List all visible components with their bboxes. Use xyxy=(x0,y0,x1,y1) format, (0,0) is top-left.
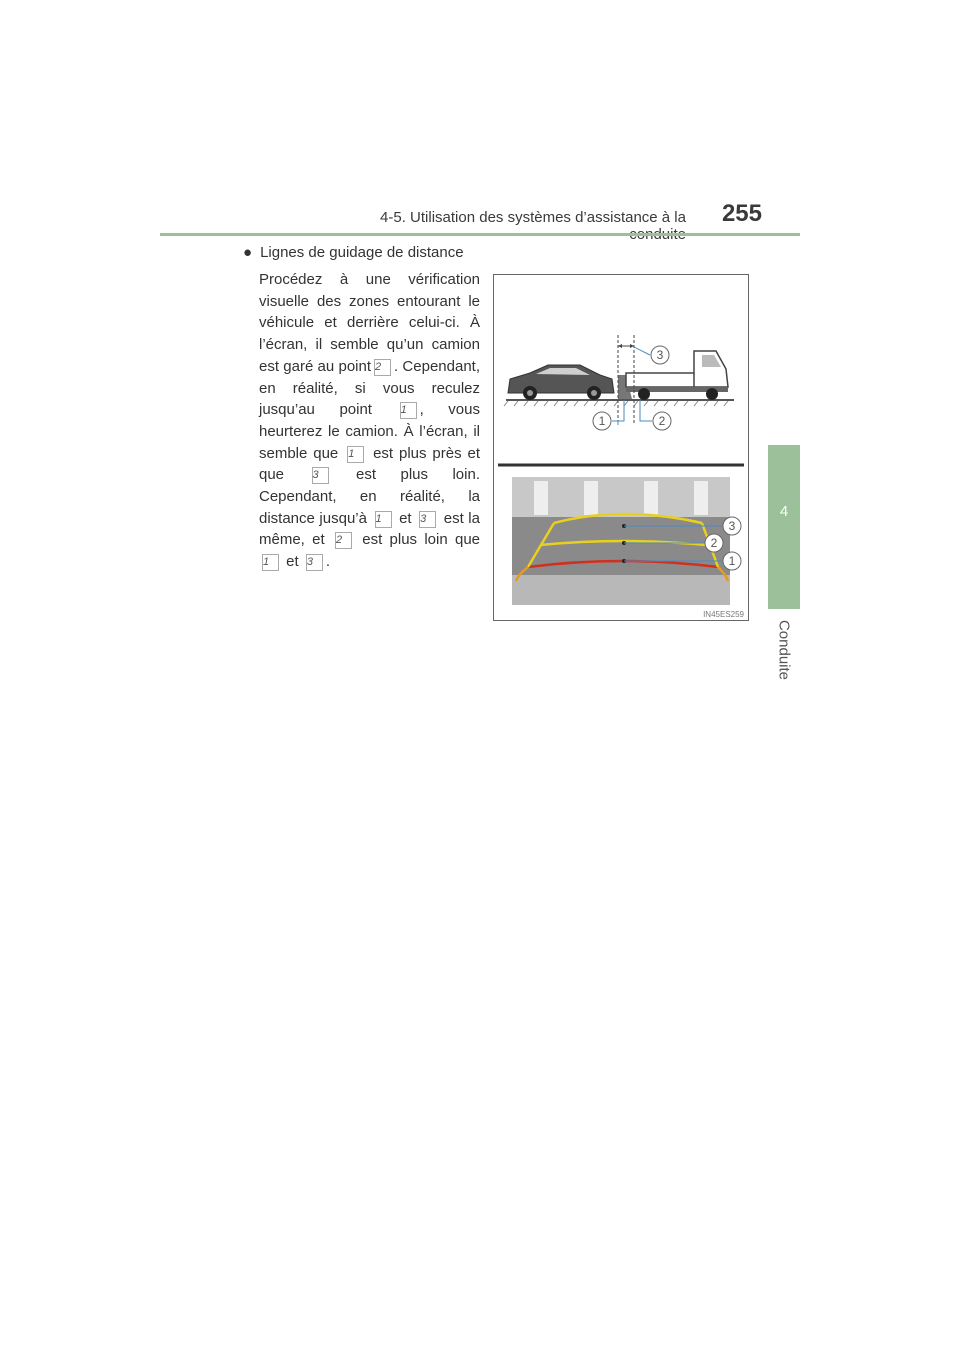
text-segment: et xyxy=(399,509,412,527)
ref-badge: 2 xyxy=(335,532,352,549)
svg-text:1: 1 xyxy=(728,554,736,568)
distance-guide-figure xyxy=(493,274,749,621)
bullet-text: Lignes de guidage de distance xyxy=(260,244,464,261)
side-view xyxy=(504,335,734,430)
body-paragraph xyxy=(259,269,480,573)
callout-1-top xyxy=(593,412,611,430)
ref-badge: 1 xyxy=(347,446,364,463)
callout-1-bottom xyxy=(723,552,741,570)
svg-text:2: 2 xyxy=(710,536,718,550)
chapter-tab[interactable] xyxy=(768,445,800,609)
text-segment: et xyxy=(286,553,299,571)
callout-3-bottom xyxy=(723,517,741,535)
text-segment: est plus loin que xyxy=(362,531,480,549)
text-segment: , vous heurterez le camion. À l’écran, il semble que xyxy=(259,401,480,462)
chapter-label: Conduite xyxy=(775,619,793,681)
text-segment: est plus près et que xyxy=(259,444,481,484)
section-title: 4-5. Utilisation des systèmes d’assistance à la xyxy=(380,209,686,226)
svg-text:1: 1 xyxy=(598,414,606,428)
callout-3-top xyxy=(651,346,669,364)
svg-text:3: 3 xyxy=(656,348,664,362)
text-segment: Procédez à une vérification visuelle des zones entourant le véhicule et derrière celui-ci. À l’écran, il semble qu’un camion est garé au point xyxy=(259,271,480,375)
figure-code: IN45ES259 xyxy=(703,610,744,619)
ref-badge: 3 xyxy=(419,511,436,528)
svg-text:2: 2 xyxy=(658,414,666,428)
ref-badge: 1 xyxy=(262,554,279,571)
page-number: 255 xyxy=(721,200,762,227)
callout-2-bottom xyxy=(705,534,723,552)
ref-badge: 1 xyxy=(400,402,417,419)
figure-illustration xyxy=(494,275,748,620)
bullet-icon: ● xyxy=(243,244,253,261)
car-icon xyxy=(508,365,614,400)
text-segment: est la même, et xyxy=(259,509,480,549)
truck-icon xyxy=(626,351,728,400)
ref-badge: 2 xyxy=(374,359,391,376)
camera-screen xyxy=(512,477,730,605)
ref-badge: 1 xyxy=(375,511,392,528)
text-segment: . xyxy=(325,553,331,571)
text-segment: est plus loin. Cependant, en réalité, la distance jusqu’à xyxy=(259,466,480,527)
text-segment: . Cependant, en réalité, si vous reculez jusqu’au point xyxy=(259,357,480,419)
bullet-heading xyxy=(243,244,464,261)
ref-badge: 3 xyxy=(312,467,329,484)
header-rule xyxy=(160,233,800,236)
chapter-number: 4 xyxy=(779,503,789,520)
ref-badge: 3 xyxy=(306,554,323,571)
callout-2-top xyxy=(653,412,671,430)
svg-text:3: 3 xyxy=(728,519,736,533)
